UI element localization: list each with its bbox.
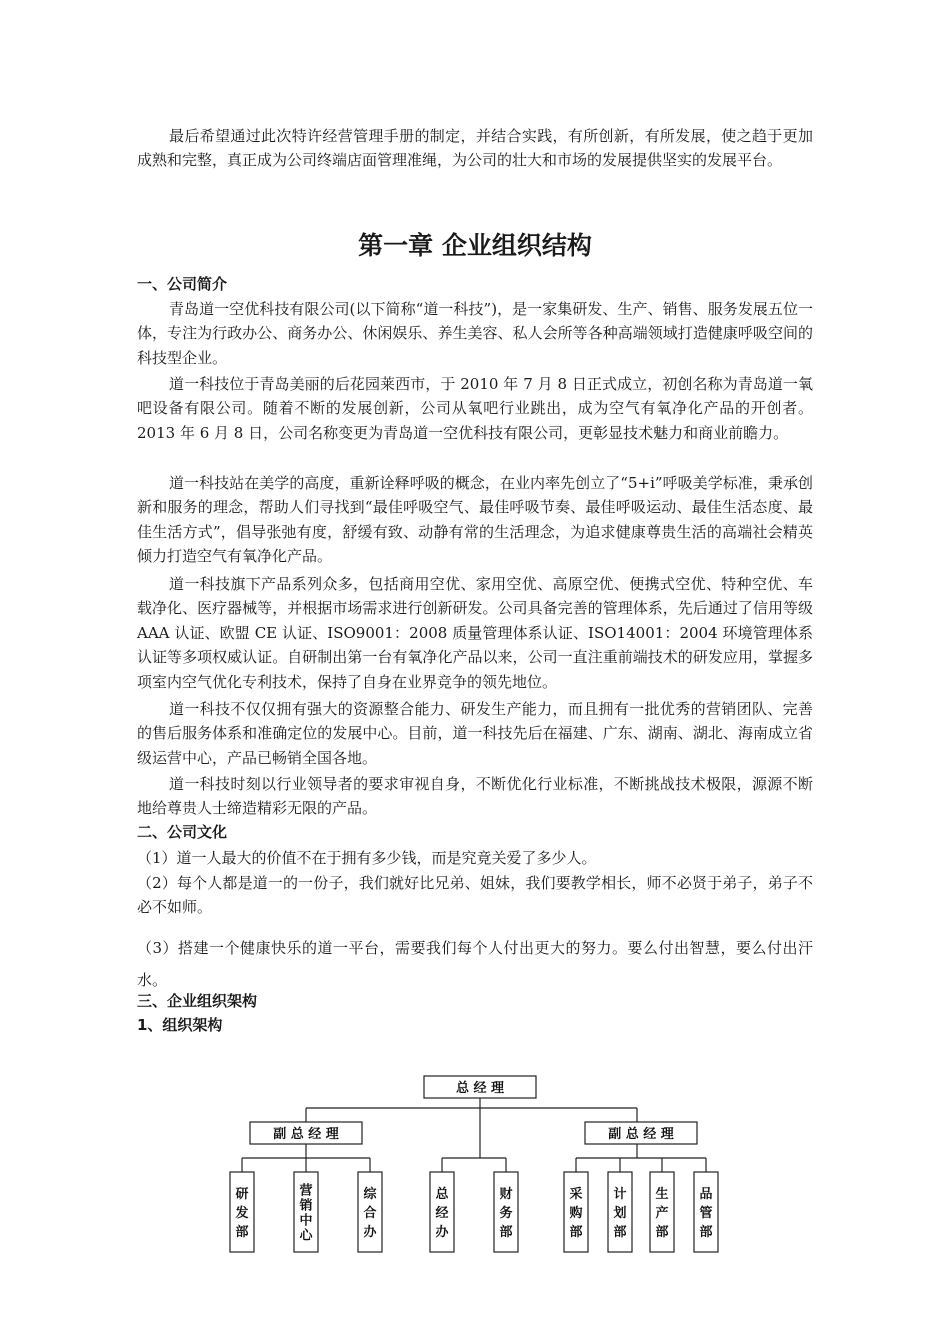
- intro-paragraph-5: 道一科技不仅仅拥有强大的资源整合能力、研发生产能力，而且拥有一批优秀的营销团队、完善的售后服务体系和准确定位的发展中心。目前，道一科技先后在福建、广东、湖南、湖北、海南成立省级运营中心，产品已畅销全国各地。: [137, 700, 813, 767]
- org-label-dept-production: 生产部: [655, 1187, 669, 1240]
- org-node-dept-marketing: [294, 1172, 318, 1252]
- section-heading-org: 三、企业组织架构: [137, 992, 258, 1010]
- org-label-vice-left: 副 总 经 理: [273, 1127, 339, 1142]
- intro-paragraph: 最后希望通过此次特许经营管理手册的制定，并结合实践，有所创新，有所发展，使之趋于更加成熟和完整，真正成为公司终端店面管理准绳，为公司的壮大和市场的发展提供坚实的发展平台。: [137, 127, 813, 170]
- culture-item-2: （2）每个人都是道一的一份子，我们就好比兄弟、姐妹，我们要教学相长，师不必贤于弟子，弟子不必不如师。: [137, 874, 813, 917]
- org-node-dept-production: [650, 1172, 674, 1252]
- org-label-dept-marketing: 营销中心: [299, 1183, 313, 1244]
- org-node-dept-research: [230, 1172, 254, 1252]
- culture-item-1: （1）道一人最大的价值不在于拥有多少钱，而是究竟关爱了多少人。: [137, 849, 597, 867]
- chapter-title: 第一章 企业组织结构: [358, 231, 592, 260]
- org-node-dept-general-office: [358, 1172, 382, 1252]
- org-label-dept-finance: 财务部: [499, 1187, 513, 1240]
- org-label-dept-quality: 品管部: [699, 1187, 713, 1240]
- org-label-dept-general-office: 综合办: [363, 1187, 377, 1240]
- intro-paragraph-6: 道一科技时刻以行业领导者的要求审视自身，不断优化行业标准，不断挑战技术极限，源源不断地给尊贵人士缔造精彩无限的产品。: [137, 775, 813, 818]
- org-label-dept-purchasing: 采购部: [569, 1187, 583, 1240]
- intro-paragraph-3: 道一科技站在美学的高度，重新诠释呼吸的概念，在业内率先创立了“5+i”呼吸美学标准，秉承创新和服务的理念，帮助人们寻找到“最佳呼吸空气、最佳呼吸节奏、最佳呼吸运动、最佳生活态度、最佳生活方式”，倡导张弛有度，舒缓有致、动静有常的生活理念，为追求健康尊贵生活的高端社会精英倾力打造空气有氧净化产品。: [137, 474, 813, 566]
- org-node-dept-quality: [694, 1172, 718, 1252]
- org-label-dept-gm-office: 总经办: [435, 1187, 449, 1240]
- org-node-vice-left: [250, 1122, 362, 1144]
- org-label-dept-planning: 计划部: [613, 1187, 627, 1240]
- org-node-general-manager: [424, 1076, 536, 1098]
- org-node-dept-purchasing: [564, 1172, 588, 1252]
- subheading-org-chart: 1、组织架构: [137, 1016, 223, 1034]
- intro-paragraph-1: 青岛道一空优科技有限公司(以下简称“道一科技”)，是一家集研发、生产、销售、服务发展五位一体，专注为行政办公、商务办公、休闲娱乐、养生美容、私人会所等各种高端领域打造健康呼吸空间的科技型企业。: [137, 300, 813, 367]
- intro-paragraph-4: 道一科技旗下产品系列众多，包括商用空优、家用空优、高原空优、便携式空优、特种空优、车载净化、医疗器械等，并根据市场需求进行创新研发。公司具备完善的管理体系，先后通过了信用等级 AAA 认证、欧盟 CE 认证、ISO9001：2008 质量管理体系认证、ISO14001：2004 环境管理体系认证等多项权威认证。自研制出第一台有氧净化产品以来，公司一直注重前端技术的研发应用，掌握多项室内空气优化专利技术，保持了自身在业界竞争的领先地位。: [137, 575, 813, 691]
- org-departments: [230, 1172, 718, 1252]
- section-heading-culture: 二、公司文化: [137, 823, 228, 841]
- org-node-dept-gm-office: [430, 1172, 454, 1252]
- org-label-dept-research: 研发部: [235, 1187, 249, 1240]
- org-node-dept-planning: [608, 1172, 632, 1252]
- culture-item-3: （3）搭建一个健康快乐的道一平台，需要我们每个人付出更大的努力。要么付出智慧，要么付出汗水。: [137, 939, 813, 989]
- intro-paragraph-2: 道一科技位于青岛美丽的后花园莱西市，于 2010 年 7 月 8 日正式成立，初创名称为青岛道一氧吧设备有限公司。随着不断的发展创新，公司从氧吧行业跳出，成为空气有氧净化产品的开创者。2013 年 6 月 8 日，公司名称变更为青岛道一空优科技有限公司，更彰显技术魅力和商业前瞻力。: [137, 375, 813, 442]
- org-node-dept-finance: [494, 1172, 518, 1252]
- org-label-vice-right: 副 总 经 理: [608, 1127, 674, 1142]
- org-node-vice-right: [585, 1122, 697, 1144]
- section-heading-company-intro: 一、公司简介: [137, 275, 228, 293]
- org-label-general-manager: 总 经 理: [455, 1081, 505, 1096]
